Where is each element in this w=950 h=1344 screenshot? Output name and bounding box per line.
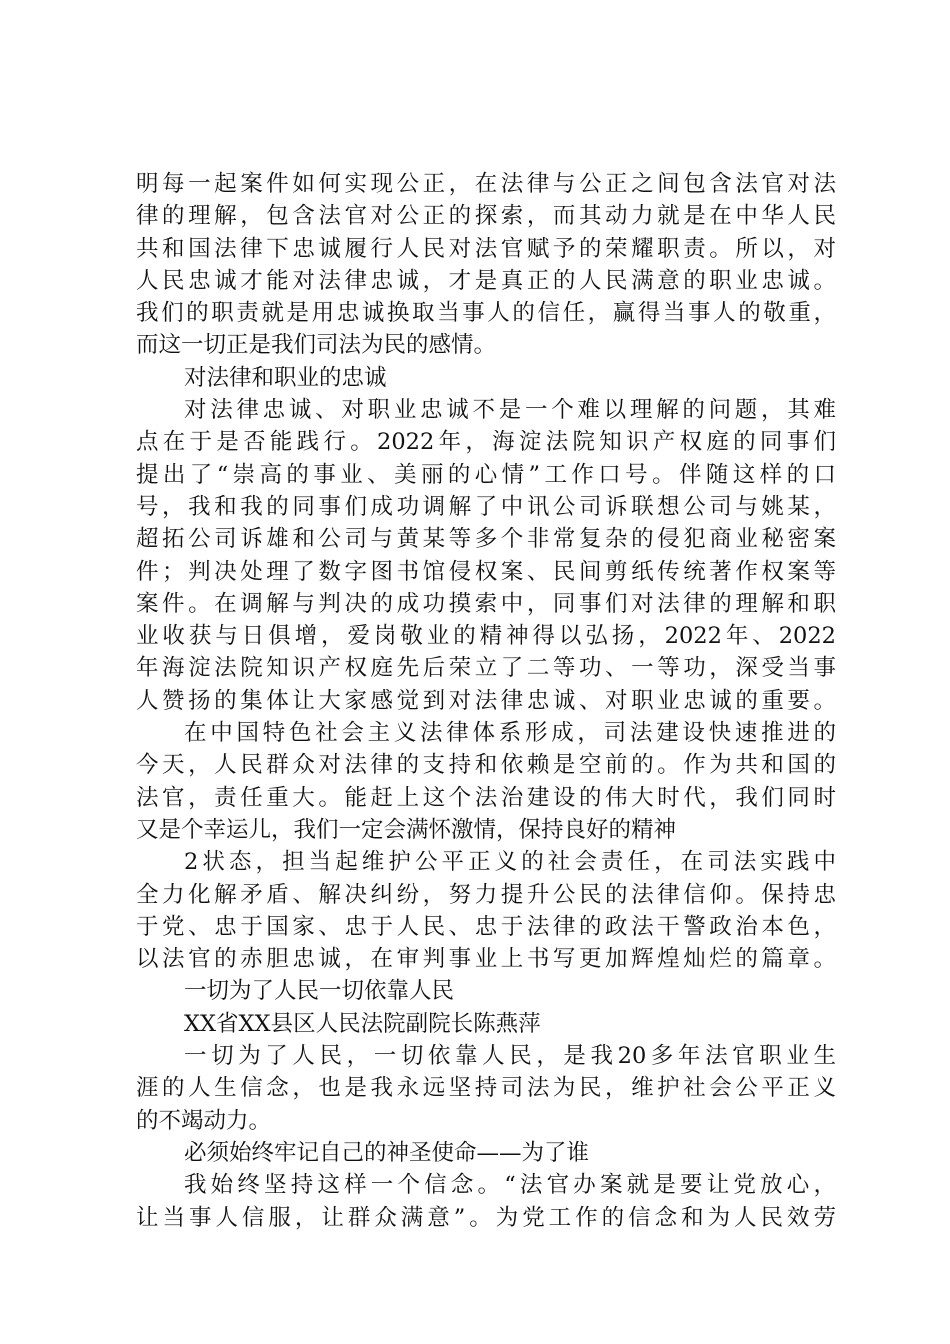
- text-line: 提出了“崇高的事业、美丽的心情”工作口号。伴随这样的口: [136, 461, 836, 488]
- text-line: 对法律和职业的忠诚: [184, 364, 387, 391]
- text-line: 人赞扬的集体让大家感觉到对法律忠诚、对职业忠诚的重要。: [136, 687, 836, 714]
- text-line: 又是个幸运儿，我们一定会满怀激情，保持良好的精神: [136, 816, 677, 843]
- text-line: 律的理解，包含法官对公正的探索，而其动力就是在中华人民: [136, 203, 836, 230]
- text-line: 2状态，担当起维护公平正义的社会责任，在司法实践中: [184, 849, 836, 876]
- text-line: 法官，责任重大。能赶上这个法治建设的伟大时代，我们同时: [136, 784, 836, 811]
- text-line: 业收获与日俱增，爱岗敬业的精神得以弘扬，2022年、2022: [136, 623, 836, 650]
- text-line: 于党、忠于国家、忠于人民、忠于法律的政法干警政治本色，: [136, 913, 836, 940]
- text-line: 一切为了人民，一切依靠人民，是我20多年法官职业生: [184, 1043, 836, 1070]
- text-line: 明每一起案件如何实现公正，在法律与公正之间包含法官对法: [136, 171, 836, 197]
- text-line: 全力化解矛盾、解决纠纷，努力提升公民的法律信仰。保持忠: [136, 881, 836, 908]
- text-line: 超拓公司诉雄和公司与黄某等多个非常复杂的侵犯商业秘密案: [136, 526, 836, 553]
- text-line: 件；判决处理了数字图书馆侵权案、民间剪纸传统著作权案等: [136, 558, 836, 585]
- text-line: 人民忠诚才能对法律忠诚，才是真正的人民满意的职业忠诚。: [136, 267, 836, 294]
- text-line: 而这一切正是我们司法为民的感情。: [136, 332, 497, 359]
- text-line: 今天，人民群众对法律的支持和依赖是空前的。作为共和国的: [136, 752, 836, 779]
- text-line: 年海淀法院知识产权庭先后荣立了二等功、一等功，深受当事: [136, 655, 836, 682]
- text-line: 让当事人信服，让群众满意”。为党工作的信念和为人民效劳: [136, 1204, 836, 1231]
- text-line: 点在于是否能践行。2022年，海淀法院知识产权庭的同事们: [136, 429, 836, 456]
- text-line: 号，我和我的同事们成功调解了中讯公司诉联想公司与姚某，: [136, 493, 836, 520]
- text-line: 我们的职责就是用忠诚换取当事人的信任，赢得当事人的敬重，: [136, 300, 836, 327]
- text-line: 必须始终牢记自己的神圣使命——为了谁: [184, 1139, 590, 1166]
- text-line: 以法官的赤胆忠诚，在审判事业上书写更加辉煌灿烂的篇章。: [136, 946, 836, 973]
- text-line: XX省XX县区人民法院副院长陈燕萍: [184, 1010, 541, 1037]
- text-line: 对法律忠诚、对职业忠诚不是一个难以理解的问题，其难: [184, 397, 836, 424]
- text-line: 一切为了人民一切依靠人民: [184, 978, 455, 1005]
- text-line: 的不竭动力。: [136, 1107, 272, 1134]
- text-line: 共和国法律下忠诚履行人民对法官赋予的荣耀职责。所以，对: [136, 235, 836, 262]
- document-body: [136, 168, 836, 1234]
- text-line: 涯的人生信念，也是我永远坚持司法为民，维护社会公平正义: [136, 1075, 836, 1102]
- text-line: 在中国特色社会主义法律体系形成，司法建设快速推进的: [184, 720, 836, 747]
- text-line: 我始终坚持这样一个信念。“法官办案就是要让党放心，: [184, 1172, 836, 1199]
- text-line: 案件。在调解与判决的成功摸索中，同事们对法律的理解和职: [136, 590, 836, 617]
